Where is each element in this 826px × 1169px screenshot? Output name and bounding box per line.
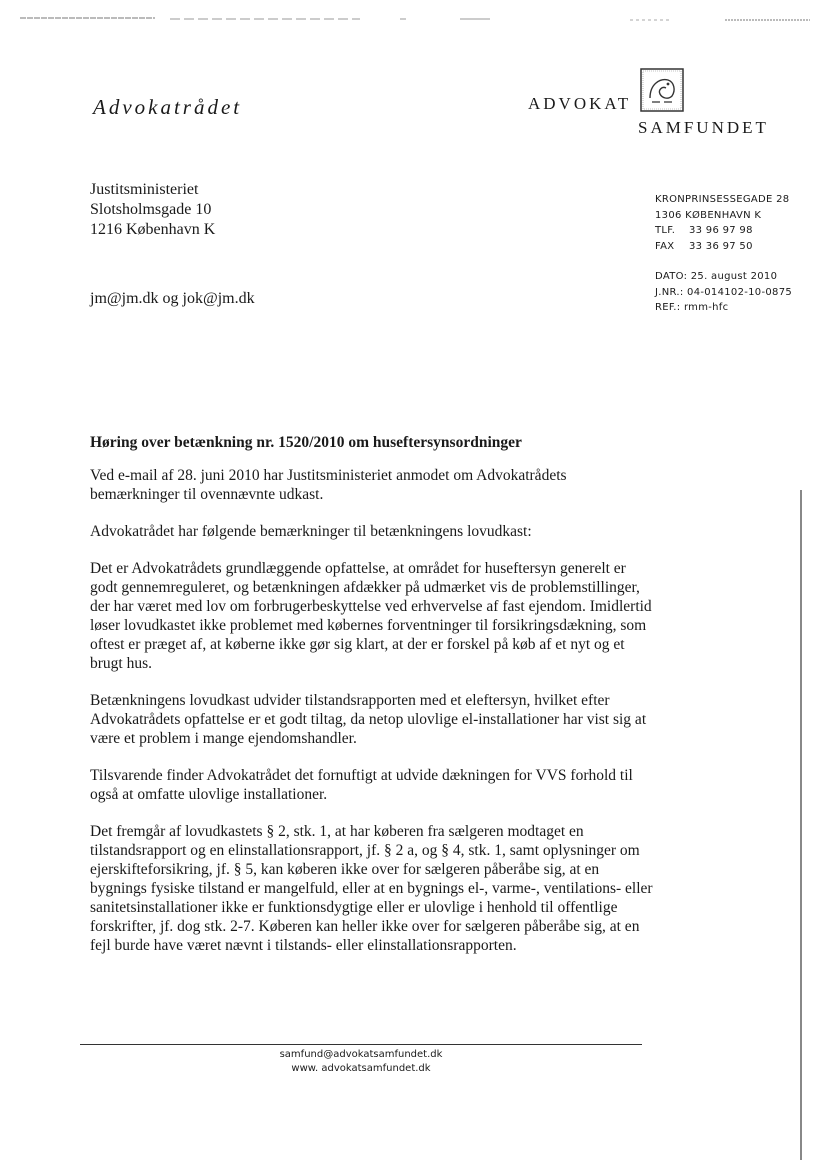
letter-subject: Høring over betænkning nr. 1520/2010 om huseftersynsordninger [90,434,522,451]
sender-details [655,192,792,316]
body-paragraph: Advokatrådet har følgende bemærkninger til betænkningens lovudkast: [90,523,532,540]
footer-divider [80,1044,642,1045]
phone-label: TLF. [655,225,676,236]
recipient-email: jm@jm.dk og jok@jm.dk [90,290,255,307]
letter-body [90,466,655,973]
body-paragraph: Betænkningens lovudkast udvider tilstandsrapporten med et eleftersyn, hvilket efter Advokatrådets opfattelse er et godt tiltag, da netop ulovlige el-installationer har vist sig at være et problem i mange ejendomshandler. [90,692,647,747]
recipient-street: Slotsholmsgade 10 [90,201,212,218]
sender-street: KRONPRINSESSEGADE 28 [655,194,790,205]
logo-text-line1: ADVOKAT [528,94,632,113]
body-paragraph: Det er Advokatrådets grundlæggende opfattelse, at området for huseftersyn generelt er godt gennemreguleret, og betænkningen afdækker på udmærket vis de problemstillinger, der har været med lov om forbrugerbeskyttelse ved erhvervelse af fast ejendom. Imidlertid løser lovudkastet ikke problemet med købernes forventninger til forsikringsdækning, som oftest er præget af, at køberne ikke gør sig klart, at der er forskel på køb af et nyt og et brugt hus. [90,560,652,672]
fax-label: FAX [655,240,675,252]
scan-artifact-right-edge [800,490,802,1160]
footer-email: samfund@advokatsamfundet.dk [279,1049,443,1060]
seal-icon [638,66,686,114]
sender-fax [655,239,792,255]
journal-number: J.NR.: 04-014102-10-0875 [655,286,793,298]
recipient-city: 1216 København K [90,221,216,238]
body-paragraph: Tilsvarende finder Advokatrådet det fornuftigt at udvide dækningen for VVS forhold til også at omfatte ulovlige installationer. [90,767,633,803]
footer-website: www. advokatsamfundet.dk [291,1063,431,1074]
letterhead-organization: Advokatrådet [93,95,243,119]
reference: REF.: rmm-hfc [655,302,729,313]
recipient-name: Justitsministeriet [90,181,199,198]
scan-artifact-top [20,16,810,22]
spacer [655,254,792,269]
sender-phone [655,223,792,239]
fax-value: 33 36 97 50 [689,240,753,252]
sender-city: 1306 KØBENHAVN K [655,209,762,221]
logo-text-line2: SAMFUNDET [638,118,769,137]
page-footer [80,1048,642,1076]
body-paragraph: Ved e-mail af 28. juni 2010 har Justitsministeriet anmodet om Advokatrådets bemærkninger til ovennævnte udkast. [90,467,567,503]
body-paragraph: Det fremgår af lovudkastets § 2, stk. 1, at har køberen fra sælgeren modtaget en tilstandsrapport og en elinstallationsrapport, jf. § 2 a, og § 4, stk. 1, samt oplysninger om ejerskifteforsikring, jf. § 5, kan køberen ikke over for sælgeren påberåbe sig, at en bygnings fysiske tilstand er mangelfuld, eller at en bygnings el-, varme-, ventilations- eller sanitetsinstallationer ikke er funktionsdygtige eller er ulovlige i henhold til offentlige forskrifter, jf. dog stk. 2-7. Køberen kan heller ikke over for sælgeren påberåbe sig, at en fejl burde have været nævnt i tilstands- eller elinstallationsrapporten. [90,823,653,954]
letter-date: DATO: 25. august 2010 [655,271,778,282]
recipient-address [90,180,215,240]
phone-value: 33 96 97 98 [689,225,753,236]
